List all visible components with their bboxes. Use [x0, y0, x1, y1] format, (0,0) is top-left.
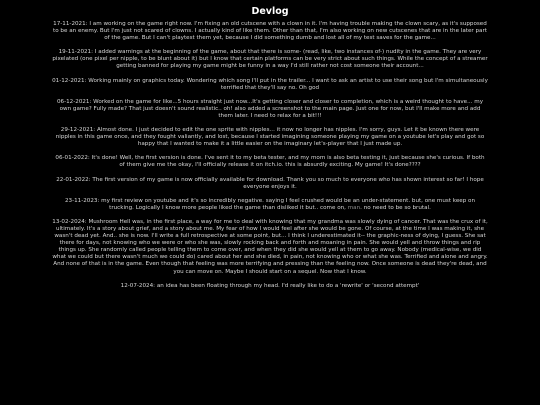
entry-text: my first review on youtube and it's so incredibly negative. saying I feel crushed would be an under-statement. but, one must keep on trucking. Logically I know more people liked the game than disliked it but.. come on,	[101, 197, 476, 211]
entry-date: 19-11-2021:	[58, 49, 94, 56]
entry-text: Working mainly on graphics today. Wondering which song I'll put in the trailer... I want to ask an artist to use their song but I'm simultaneously terrified that they'll say no. Oh god	[88, 77, 488, 91]
entry-date: 13-02-2024:	[52, 218, 87, 225]
devlog-entry	[52, 49, 488, 70]
entry-date: 23-11-2023:	[64, 197, 100, 204]
entry-inline-link[interactable]: man	[347, 204, 361, 211]
devlog-entry	[52, 219, 488, 276]
entry-date: 22-01-2022:	[56, 176, 91, 183]
devlog-entry	[52, 99, 488, 120]
entry-date: 06-01-2022:	[55, 155, 90, 162]
devlog-entry	[52, 155, 488, 169]
entry-text: The first version of my game is now officially available for download. Thank you so much to everyone who has shown interest so far! I hope everyone enjoys it.	[92, 176, 484, 190]
devlog-entry	[52, 21, 488, 42]
devlog-entry	[52, 127, 488, 148]
entry-date: 12-07-2024:	[120, 282, 156, 289]
entry-text: I am working on the game right now. I'm fixing an old cutscene with a clown in it. I'm having trouble making the clown scary, as it's supposed to be an enemy. But I'm just not scared of clowns. I actually kind of like them. Other than that, I'm also working on new cutscenes that are in the later part of the game. But I can't playtest them yet, because I did something dumb and lost all of my test saves for the game...	[53, 21, 487, 42]
entry-text: It's done! Well, the first version is done. I've sent it to my beta tester, and my mom is also beta testing it, just because she's curious. If both of them give me the okay, I'll officially release it on itch.io. this is absurdly exciting. My game! It's done????	[91, 155, 485, 169]
devlog-entry	[52, 177, 488, 191]
devlog-entry	[52, 198, 488, 212]
entry-text: Almost done. I just decided to edit the one sprite with nipples... it now no longer has nipples. I'm sorry, guys. Let it be known there were nipples in this game once, and they fought valiantly, and lost, because I started imagining someone playing my game on a youtube let's play and got so happy that I wanted to make it a little easier on the imaginary let's-player that I just made up.	[55, 127, 485, 148]
devlog-entry	[52, 78, 488, 92]
entry-text: I added warnings at the beginning of the game, about that there is some- (read, like, two instances of-) nudity in the game. They are very pixelated (one pixel per nipple, to be blunt about it) but I know that certain platforms can be very strict about such things. While the concept of a streamer getting banned for playing my game might be funny in a way I'd still rather not cost someone their account...	[52, 49, 488, 70]
entry-text: an idea has been floating through my head. I'd really like to do a 'rewrite' or 'second attempt'	[156, 282, 420, 289]
devlog-entry	[52, 283, 488, 290]
devlog-entries	[52, 21, 488, 290]
page-title: Devlog	[251, 6, 289, 17]
entry-text: Worked on the game for like...5 hours straight just now...It's getting closer and closer to completion, which is a weird thought to have... my own game? Fully made? That just doesn't sound realistic.. oh! also added a screenshot to the main page. Just one for now, but I'll make more and add them later. I need to relax for a bit!!!	[59, 98, 483, 119]
entry-date: 29-12-2021:	[60, 127, 96, 134]
entry-text: . no need to be so brutal.	[360, 204, 431, 211]
entry-date: 17-11-2021:	[53, 21, 88, 27]
entry-date: 06-12-2021:	[56, 98, 92, 105]
entry-text: Mushroom Hell was, in the first place, a way for me to deal with knowing that my grandma was slowly dying of cancer. That was the crux of it, ultimately. It's a story about grief, and a story about me. My fear of how I would feel after she would be gone. Of course, at the time I was making it, she wasn't dead yet. And.. she is now. I'll write a full retrospective at some point, but... I think I underestimated it-- the graphic-ness of dying, I guess. She sat there for days, not knowing who we were or who she was, slowly rocking back and forth and moaning in pain. She would yell and throw things and rip things up. She randomly called people telling them to come over, and when they did she would yell at them to go away. Nobody (medical-wise, we did what we could but there wasn't much we could do) cared about her and she died, in pain, not knowing who or what she was. Terrified and alone and angry. And none of that is in the game. Even though that feeling was more terrifying and pressing than the feeling now. Once someone is dead they're dead, and you can move on. Maybe I should start on a sequel. Now that I know.	[52, 218, 488, 275]
entry-date: 01-12-2021:	[52, 77, 87, 84]
